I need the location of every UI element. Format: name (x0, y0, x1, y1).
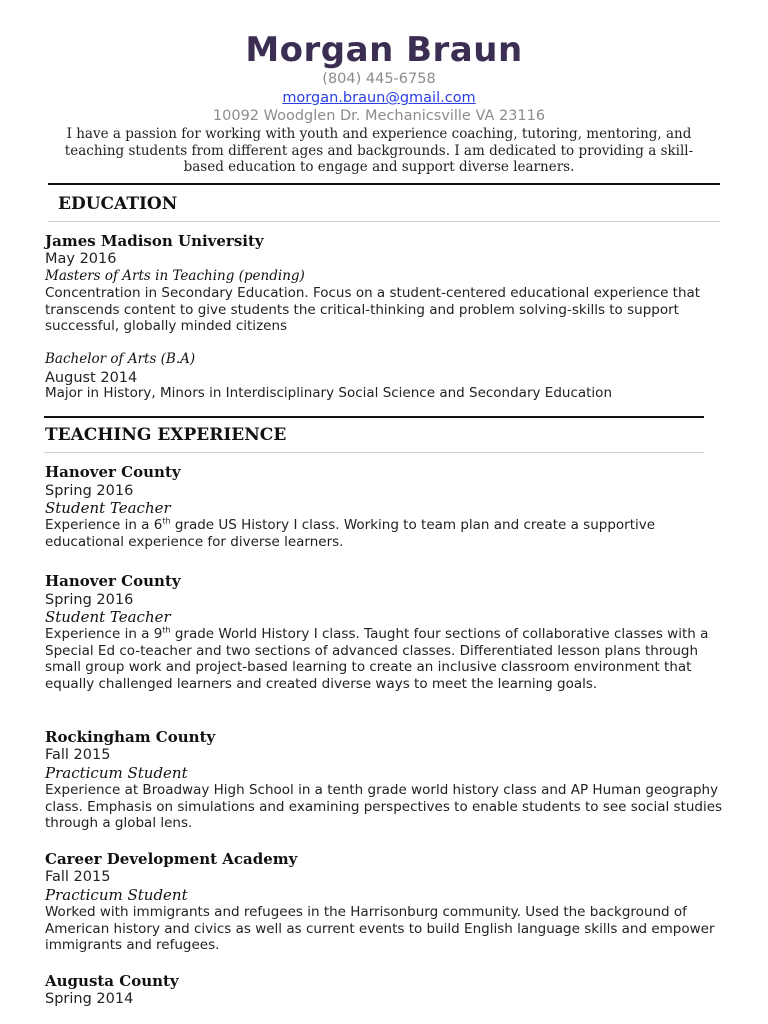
section-underline (44, 452, 704, 453)
job-date: Fall 2015 (45, 869, 111, 885)
job-description: Experience in a 6th grade US History I class. Working to team plan and create a supportive educational experience for diverse learners. (45, 516, 656, 550)
degree-date: August 2014 (45, 370, 138, 386)
job-description: Experience at Broadway High School in a tenth grade world history class and AP Human geography class. Emphasis on simulations and examining perspectives to enable students to see social studies through a global lens. (45, 782, 723, 832)
job-role: Practicum Student (45, 764, 188, 782)
job-date: Fall 2015 (45, 747, 111, 763)
job-description: Experience in a 9th grade World History I class. Taught four sections of collaborative classes with a Special Ed co-teacher and two sections of advanced classes. Differentiated lesson plans through small group work and project-based learning to create an inclusive classroom environment that equally challenged learners and created diverse ways to meet the learning goals. (45, 625, 709, 693)
job-role: Practicum Student (45, 886, 188, 904)
degree-name: Bachelor of Arts (B.A) (45, 351, 196, 367)
address: 10092 Woodglen Dr. Mechanicsville VA 23116 (212, 108, 546, 124)
experience-heading: TEACHING EXPERIENCE (45, 425, 287, 445)
section-divider (48, 183, 720, 185)
degree-description: Major in History, Minors in Interdisciplinary Social Science and Secondary Education (45, 385, 612, 401)
employer-name: Augusta County (45, 972, 179, 990)
phone-number: (804) 445-6758 (322, 71, 436, 87)
summary-paragraph: I have a passion for working with youth and experience coaching, tutoring, mentoring, and teaching students from different ages and backgrounds. I am dedicated to providing a skill-based education to engage and support diverse learners. (64, 126, 694, 175)
email-link[interactable]: morgan.braun@gmail.com (282, 90, 476, 106)
candidate-name: Morgan Braun (245, 30, 523, 70)
education-heading: EDUCATION (58, 194, 178, 214)
email-line (0, 89, 758, 107)
job-role: Student Teacher (45, 499, 171, 517)
employer-name: Hanover County (45, 463, 181, 481)
job-description: Worked with immigrants and refugees in the Harrisonburg community. Used the background of American history and civics as well as current events to build English language skills and empower immigrants and refugees. (45, 904, 715, 954)
job-date: Spring 2014 (45, 991, 134, 1007)
job-role: Student Teacher (45, 608, 171, 626)
section-underline (48, 221, 720, 222)
degree-date: May 2016 (45, 251, 117, 267)
section-divider (44, 416, 704, 418)
degree-name: Masters of Arts in Teaching (pending) (45, 268, 305, 284)
school-name: James Madison University (45, 232, 264, 250)
job-date: Spring 2016 (45, 483, 134, 499)
employer-name: Hanover County (45, 572, 181, 590)
employer-name: Rockingham County (45, 728, 216, 746)
job-date: Spring 2016 (45, 592, 134, 608)
degree-description: Concentration in Secondary Education. Focus on a student-centered educational experience that transcends content to give students the critical-thinking and problem solving-skills to support successful, globally minded citizens (45, 285, 701, 335)
employer-name: Career Development Academy (45, 850, 298, 868)
